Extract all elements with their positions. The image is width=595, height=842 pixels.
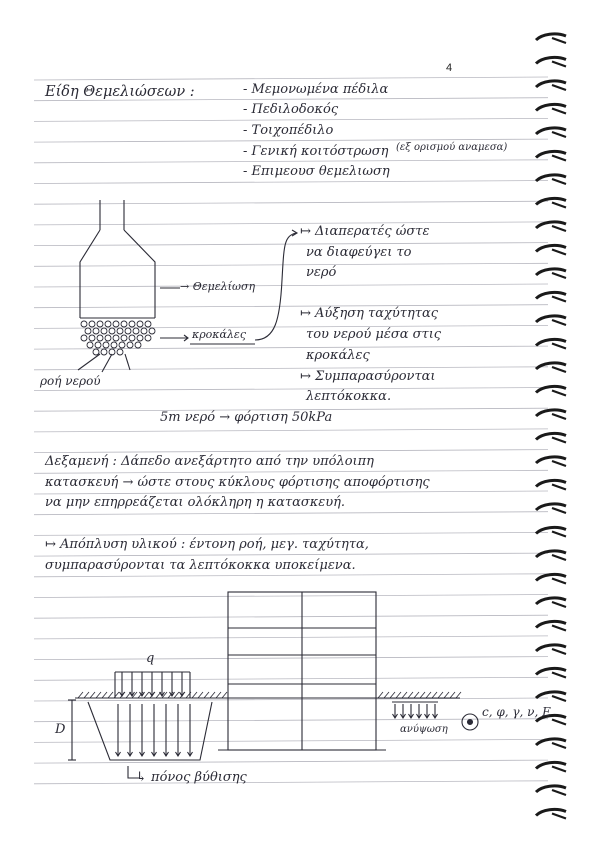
formula: 5m νερό → φόρτιση 50kPa <box>160 410 333 425</box>
ruled-line <box>34 636 548 639</box>
hatch-mark <box>432 692 437 698</box>
soil-params: c, φ, γ, ν, E <box>482 705 551 719</box>
hatch-mark <box>444 692 449 698</box>
spiral-ring <box>536 81 566 90</box>
ruled-line <box>34 388 548 391</box>
hatch-mark <box>192 692 197 698</box>
ruled-line <box>34 118 548 121</box>
hatch-mark <box>108 692 113 698</box>
spiral-ring <box>536 104 566 113</box>
foundation-type-1: - Μεμονωμένα πέδιλα <box>243 82 389 97</box>
note2-line2: του νερού μέσα στις <box>306 327 442 342</box>
load-arrows <box>120 672 185 696</box>
ruled-line <box>34 781 548 784</box>
hatch-mark <box>390 692 395 698</box>
ruled-line <box>34 739 548 742</box>
hatch-mark <box>90 692 95 698</box>
spiral-ring <box>536 598 566 607</box>
hatch-mark <box>402 692 407 698</box>
spiral-ring <box>536 809 566 818</box>
ruled-line <box>34 160 548 163</box>
hatch-mark <box>426 692 431 698</box>
hatch-mark <box>96 692 101 698</box>
ruled-line <box>34 367 548 370</box>
foundation-type-2: - Πεδιλοδοκός <box>243 102 339 117</box>
foundation-type-4: - Γενική κοιτόστρωση <box>243 144 389 159</box>
spiral-ring <box>536 222 566 231</box>
spiral-ring <box>536 34 566 43</box>
spiral-ring <box>536 621 566 630</box>
ruled-line <box>34 657 548 660</box>
spiral-ring <box>536 316 566 325</box>
uplift-arrows <box>393 704 438 718</box>
pressure-arrows <box>116 704 193 756</box>
note1-line2: να διαφεύγει το <box>306 245 412 260</box>
ruled-line <box>34 181 548 184</box>
ground-hatching <box>78 692 461 698</box>
note2-line3: κροκάλες <box>306 348 370 363</box>
hatch-mark <box>420 692 425 698</box>
note2-line1: ↦ Αύξηση ταχύτητας <box>300 306 439 321</box>
spiral-ring <box>536 245 566 254</box>
hatch-mark <box>84 692 89 698</box>
ruled-line <box>34 201 548 204</box>
spiral-ring <box>536 551 566 560</box>
spiral-ring <box>536 668 566 677</box>
ruled-line <box>34 595 548 598</box>
ruled-line <box>34 553 548 556</box>
spiral-ring <box>536 269 566 278</box>
hatch-mark <box>414 692 419 698</box>
hatch-mark <box>396 692 401 698</box>
ruled-line <box>34 574 548 577</box>
spiral-ring <box>536 433 566 442</box>
tank-line3: να μην επηρρεάζεται ολόκληρη η κατασκευή. <box>45 495 346 510</box>
hatch-mark <box>216 692 221 698</box>
note3-line2: λεπτόκοκκα. <box>306 389 392 404</box>
note1-line1: ↦ Διαπερατές ώστε <box>300 224 430 239</box>
hatch-mark <box>222 692 227 698</box>
side-note: (εξ ορισμού αναμεσα) <box>396 142 508 153</box>
hatch-mark <box>144 692 149 698</box>
note3-line1: ↦ Συμπαρασύρονται <box>300 369 436 384</box>
flow-label: ροή νερού <box>40 374 101 388</box>
hatch-mark <box>408 692 413 698</box>
ruled-line <box>34 263 548 266</box>
caption: ↳ πόνος βύθισης <box>136 770 247 785</box>
spiral-binding <box>536 34 566 819</box>
ruled-line <box>34 450 548 453</box>
hatch-mark <box>438 692 443 698</box>
spiral-ring <box>536 762 566 771</box>
page-number: 4 <box>446 62 453 74</box>
ruled-line <box>34 615 548 618</box>
ruled-line <box>34 77 548 80</box>
spiral-ring <box>536 128 566 137</box>
ruled-line <box>34 491 548 494</box>
heading: Είδη Θεμελιώσεων : <box>45 84 195 100</box>
spiral-ring <box>536 198 566 207</box>
ruled-lines <box>34 77 548 784</box>
erosion-line1: ↦ Απόπλυση υλικού : έντονη ροή, μεγ. ταχύτητα, <box>45 537 369 552</box>
ruled-line <box>34 305 548 308</box>
spiral-ring <box>536 339 566 348</box>
spiral-ring <box>536 739 566 748</box>
bottom-diagram <box>68 592 478 778</box>
hatch-mark <box>78 692 83 698</box>
hatch-mark <box>204 692 209 698</box>
spiral-ring <box>536 57 566 66</box>
ruled-line <box>34 470 548 473</box>
hatch-mark <box>456 692 461 698</box>
ruled-line <box>34 429 548 432</box>
hatch-mark <box>450 692 455 698</box>
spiral-ring <box>536 645 566 654</box>
depth-label: D <box>55 722 66 737</box>
spiral-ring <box>536 151 566 160</box>
hatch-mark <box>378 692 383 698</box>
ruled-line <box>34 222 548 225</box>
gravel-label: κροκάλες <box>192 328 246 341</box>
spiral-ring <box>536 386 566 395</box>
spiral-ring <box>536 175 566 184</box>
ruled-line <box>34 284 548 287</box>
spiral-ring <box>536 574 566 583</box>
foundation-label: → Θεμελίωση <box>180 280 256 293</box>
spiral-ring <box>536 527 566 536</box>
ruled-line <box>34 243 548 246</box>
tank-line2: κατασκευή → ώστε στους κύκλους φόρτισης αποφόρτισης <box>45 475 430 490</box>
spiral-ring <box>536 292 566 301</box>
hatch-mark <box>384 692 389 698</box>
hatch-mark <box>102 692 107 698</box>
spiral-ring <box>536 457 566 466</box>
ruled-line <box>34 532 548 535</box>
note1-line3: νερό <box>306 265 337 280</box>
load-label: q <box>146 651 155 666</box>
foundation-type-5: - Επιμεουσ θεμελιωση <box>243 164 390 179</box>
hatch-mark <box>198 692 203 698</box>
spiral-ring <box>536 786 566 795</box>
ruled-line <box>34 677 548 680</box>
spiral-ring <box>536 692 566 701</box>
hatch-mark <box>174 692 179 698</box>
hatch-mark <box>210 692 215 698</box>
ruled-line <box>34 512 548 515</box>
water-label: ανύψωση <box>400 724 448 735</box>
spiral-ring <box>536 363 566 372</box>
foundation-type-3: - Τοιχοπέδιλο <box>243 123 334 138</box>
gravel-circles <box>81 321 155 355</box>
erosion-line2: συμπαρασύρονται τα λεπτόκοκκα υποκείμενα. <box>45 558 356 573</box>
spiral-ring <box>536 410 566 419</box>
tank-line1: Δεξαμενή : Δάπεδο ανεξάρτητο από την υπόλοιπη <box>45 454 374 469</box>
spiral-ring <box>536 480 566 489</box>
